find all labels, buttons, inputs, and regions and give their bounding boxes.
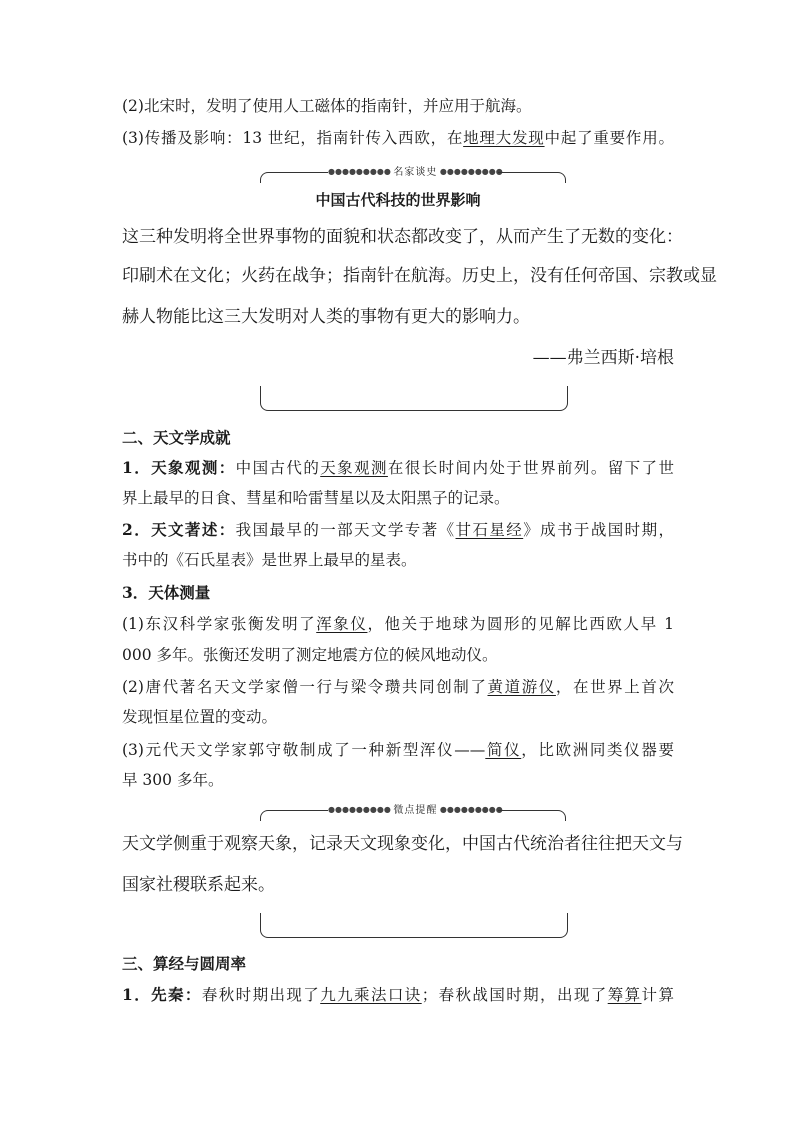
quote-line-2 xyxy=(122,266,717,286)
tip-line-2 xyxy=(122,875,674,895)
astronomy-item-2-line-1 xyxy=(122,520,674,540)
box-bottom-border xyxy=(260,386,568,411)
box-tag: ●●●●●●●●● 名家谈史 ●●●●●●●●● xyxy=(328,167,503,178)
tip-line-1 xyxy=(122,834,683,854)
underlined-term: 甘石星经 xyxy=(455,521,524,539)
box-top-border-famous-quote xyxy=(260,166,566,180)
compass-northern-song-line xyxy=(122,96,674,116)
text: ，比欧洲同类仪器要 xyxy=(521,741,674,759)
section-heading-mathematics xyxy=(122,954,674,974)
text: ；春秋战国时期，出现了 xyxy=(421,986,608,1004)
underlined-term: 筹算 xyxy=(607,986,642,1004)
text: 早 300 多年。 xyxy=(122,771,224,789)
mathematics-item-1-line-1 xyxy=(122,985,674,1005)
astronomy-sub-1-line-1 xyxy=(122,614,674,634)
text: ，在世界上首次 xyxy=(555,678,674,696)
item-label: 2．天文著述： xyxy=(122,520,236,539)
quote-line-3 xyxy=(122,307,674,327)
text: (2)唐代著名天文学家僧一行与梁令瓒共同创制了 xyxy=(122,678,488,696)
underlined-term: 九九乘法口诀 xyxy=(320,986,422,1004)
text: (3)元代天文学家郭守敬制成了一种新型浑仪—— xyxy=(122,741,486,759)
text: 界上最早的日食、彗星和哈雷彗星以及太阳黑子的记录。 xyxy=(122,489,510,507)
text: 这三种发明将全世界事物的面貌和状态都改变了，从而产生了无数的变化： xyxy=(122,227,683,247)
text: ——弗兰西斯·培根 xyxy=(532,348,674,368)
astronomy-item-3-heading xyxy=(122,583,674,603)
astronomy-sub-3-line-2 xyxy=(122,770,674,790)
box-top-border-tip xyxy=(260,804,566,818)
text: 发现恒星位置的变动。 xyxy=(122,708,278,726)
text: 在很长时间内处于世界前列。留下了世 xyxy=(387,459,674,477)
text: 中起了重要作用。 xyxy=(544,129,674,147)
quote-line-1 xyxy=(122,227,683,247)
text: 计算 xyxy=(641,986,674,1004)
box-tag: ●●●●●●●●● 微点提醒 ●●●●●●●●● xyxy=(328,805,503,816)
quote-attribution xyxy=(122,348,674,368)
section-heading-astronomy xyxy=(122,428,674,448)
item-label: 1．天象观测： xyxy=(122,458,236,477)
text: 》成书于战国时期， xyxy=(523,521,674,539)
text: (2)北宋时，发明了使用人工磁体的指南针，并应用于航海。 xyxy=(122,97,532,115)
tag-label: 微点提醒 xyxy=(393,805,438,816)
underlined-term: 浑象仪 xyxy=(316,615,368,633)
underlined-term: 简仪 xyxy=(485,741,522,759)
text: 赫人物能比这三大发明对人类的事物有更大的影响力。 xyxy=(122,307,530,327)
astronomy-item-1-line-1 xyxy=(122,458,674,478)
text: 天文学侧重于观察天象，记录天文现象变化，中国古代统治者往往把天文与 xyxy=(122,834,683,854)
text: 3．天体测量 xyxy=(122,583,211,602)
box-title xyxy=(122,190,674,210)
box-bottom-border xyxy=(260,913,568,938)
tag-label: 名家谈史 xyxy=(393,167,438,178)
astronomy-item-1-line-2 xyxy=(122,488,674,508)
astronomy-sub-3-line-1 xyxy=(122,740,674,760)
compass-spread-line xyxy=(122,128,674,148)
item-label: 1．先秦： xyxy=(122,985,202,1004)
text: 国家社稷联系起来。 xyxy=(122,875,275,895)
text: 中国古代的 xyxy=(235,459,321,477)
text: 书中的《石氏星表》是世界上最早的星表。 xyxy=(122,551,417,569)
underlined-term: 天象观测 xyxy=(320,459,388,477)
text: (1)东汉科学家张衡发明了 xyxy=(122,615,317,633)
astronomy-sub-2-line-1 xyxy=(122,677,674,697)
underlined-term: 黄道游仪 xyxy=(487,678,556,696)
text: 春秋时期出现了 xyxy=(201,986,321,1004)
astronomy-item-2-line-2 xyxy=(122,550,674,570)
astronomy-sub-2-line-2 xyxy=(122,707,674,727)
text: 三、算经与圆周率 xyxy=(122,954,247,973)
text: 000 多年。张衡还发明了测定地震方位的候风地动仪。 xyxy=(122,646,498,664)
text: ，他关于地球为圆形的见解比西欧人早 1 xyxy=(367,615,674,633)
text: 中国古代科技的世界影响 xyxy=(315,191,481,209)
text: (3)传播及影响：13 世纪，指南针传入西欧，在 xyxy=(122,129,464,147)
text: 我国最早的一部天文学专著《 xyxy=(235,521,456,539)
underlined-term: 地理大发现 xyxy=(463,129,545,147)
text: 印刷术在文化；火药在战争；指南针在航海。历史上，没有任何帝国、宗教或显 xyxy=(122,266,717,286)
text: 二、天文学成就 xyxy=(122,428,231,447)
astronomy-sub-1-line-2 xyxy=(122,645,674,665)
